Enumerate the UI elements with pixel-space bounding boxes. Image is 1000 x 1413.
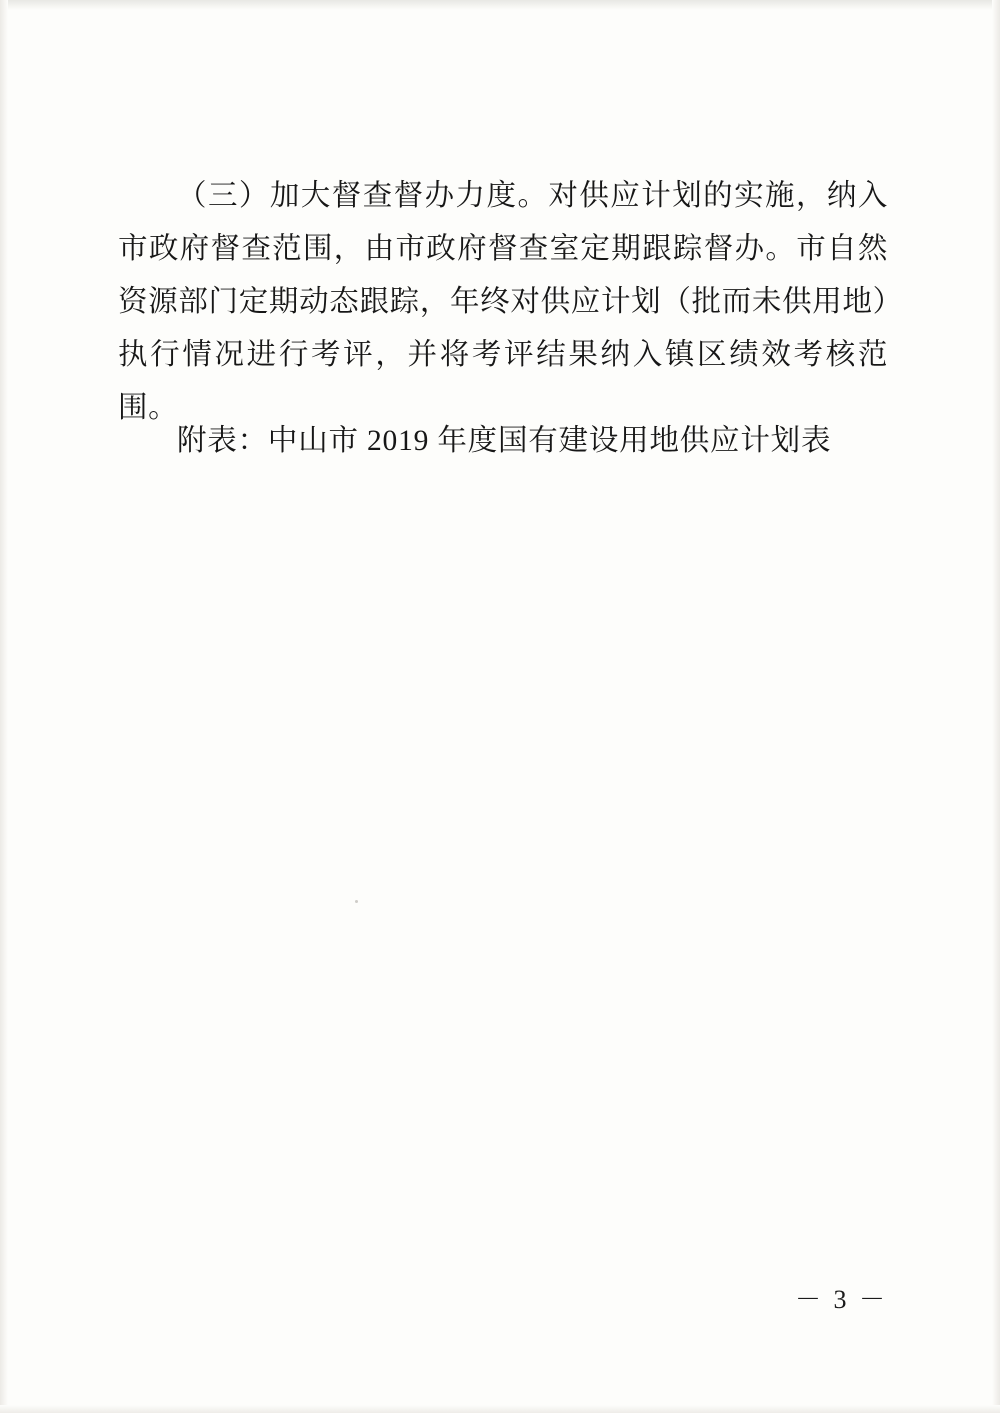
page-edge-top bbox=[0, 0, 1000, 10]
attachment-line: 附表：中山市 2019 年度国有建设用地供应计划表 bbox=[177, 425, 832, 457]
page-edge-left bbox=[0, 0, 8, 1413]
body-text-block bbox=[118, 170, 888, 435]
page-edge-bottom bbox=[0, 1405, 1000, 1413]
paragraph-item: （三）加大督查督办力度。对供应计划的实施，纳入市政府督查范围，由市政府督查室定期跟踪督办。市自然资源部门定期动态跟踪，年终对供应计划（批而未供用地）执行情况进行考评，并将考评结果纳入镇区绩效考核范围。 bbox=[118, 180, 888, 424]
page-edge-right bbox=[992, 0, 1000, 1413]
page-number: － 3 － bbox=[794, 1285, 888, 1314]
scan-speck bbox=[355, 900, 358, 903]
